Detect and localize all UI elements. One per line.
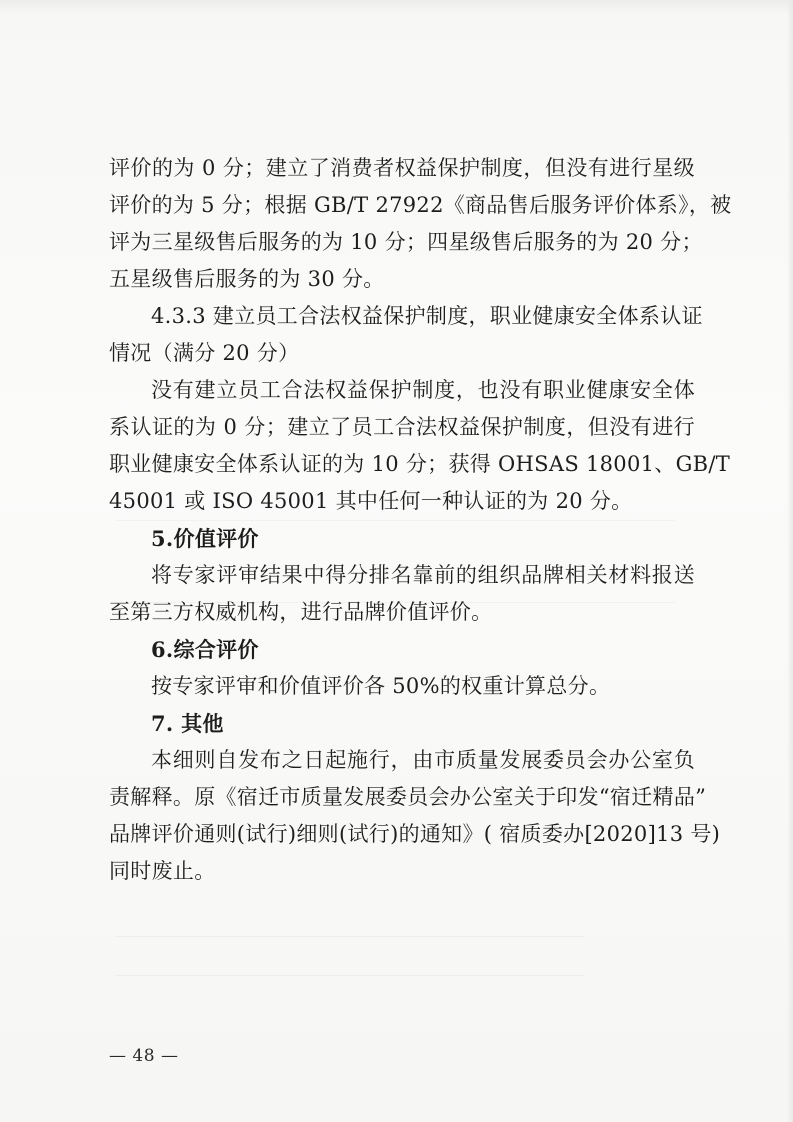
paragraph-line: 评为三星级售后服务的为 10 分；四星级售后服务的为 20 分；: [109, 230, 703, 254]
paragraph-line: 评价的为 5 分；根据 GB/T 27922《商品售后服务评价体系》，被: [109, 193, 732, 217]
section-heading-4-3-3: 4.3.3 建立员工合法权益保护制度，职业健康安全体系认证: [151, 304, 703, 328]
paragraph-line: 职业健康安全体系认证的为 10 分；获得 OHSAS 18001、GB/T: [109, 452, 731, 476]
paragraph-line: 五星级售后服务的为 30 分。: [109, 267, 385, 291]
bleed-through-mark: [115, 936, 585, 937]
paragraph-line: 本细则自发布之日起施行，由市质量发展委员会办公室负: [151, 748, 695, 772]
paragraph-line: 品牌评价通则(试行)细则(试行)的通知》( 宿质委办[2020]13 号): [109, 822, 721, 846]
paragraph-line: 45001 或 ISO 45001 其中任何一种认证的为 20 分。: [109, 489, 633, 513]
paragraph-line: 责解释。原《宿迁市质量发展委员会办公室关于印发“宿迁精品”: [109, 785, 707, 809]
paragraph-line: 没有建立员工合法权益保护制度，也没有职业健康安全体: [151, 378, 695, 402]
section-heading-value-evaluation: 5.价值评价: [151, 526, 259, 551]
paragraph-line: 评价的为 0 分；建立了消费者权益保护制度，但没有进行星级: [109, 156, 695, 180]
section-heading-other: 7. 其他: [151, 711, 224, 736]
page-number: — 48 —: [109, 1046, 179, 1066]
paragraph-line: 按专家评审和价值评价各 50%的权重计算总分。: [151, 674, 611, 698]
paragraph-line: 将专家评审结果中得分排名靠前的组织品牌相关材料报送: [151, 563, 695, 587]
section-heading-comprehensive-evaluation: 6.综合评价: [151, 637, 259, 662]
paragraph-line: 至第三方权威机构，进行品牌价值评价。: [109, 600, 493, 624]
bleed-through-mark: [115, 975, 585, 976]
document-body: [109, 150, 732, 890]
scan-edge: [0, 0, 793, 14]
paragraph-line: 情况（满分 20 分）: [109, 341, 300, 365]
paragraph-line: 系认证的为 0 分；建立了员工合法权益保护制度，但没有进行: [109, 415, 695, 439]
scan-edge: [787, 0, 793, 1122]
paragraph-line: 同时废止。: [109, 859, 216, 883]
